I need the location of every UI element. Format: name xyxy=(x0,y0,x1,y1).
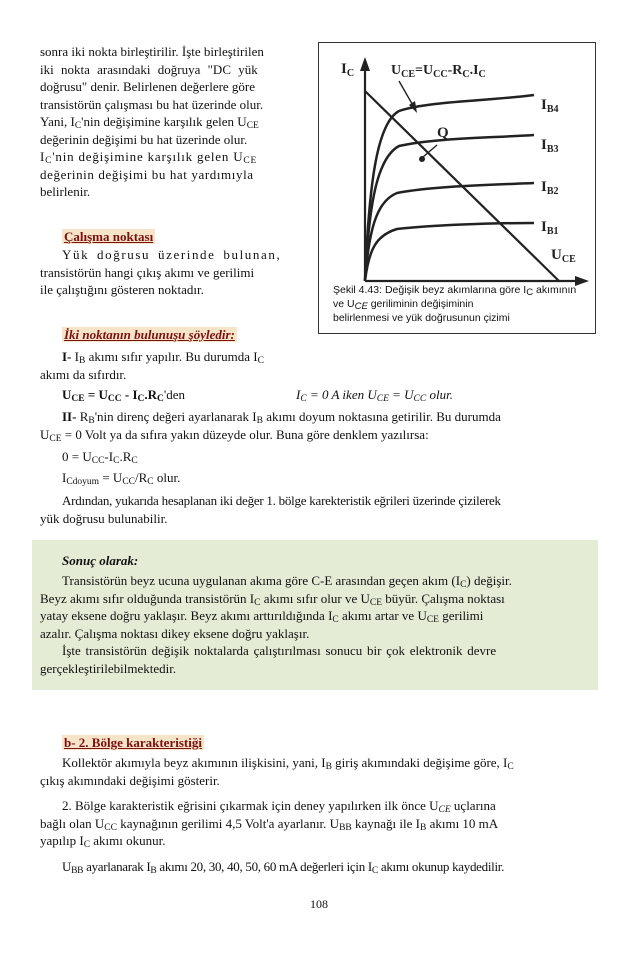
line: değerinin değişimi bu hat yardımıyla xyxy=(40,166,254,182)
text: = U xyxy=(84,387,108,402)
text: olur. xyxy=(153,470,181,485)
text: geriliminin değişiminin xyxy=(367,298,474,310)
text: -I xyxy=(104,449,114,464)
text: I xyxy=(296,387,301,402)
calisma-heading xyxy=(62,228,155,246)
sub: C xyxy=(131,456,138,466)
line xyxy=(40,797,598,815)
step-one xyxy=(40,348,310,383)
sub: B2 xyxy=(546,186,559,197)
sub: C xyxy=(137,394,145,404)
text: I xyxy=(71,349,79,364)
text: kaynağı ile I xyxy=(351,815,420,831)
text: giriş akımındaki değişime göre, I xyxy=(331,755,508,770)
equation-4 xyxy=(62,469,180,487)
sub: CE xyxy=(49,433,62,444)
sub: B xyxy=(325,762,332,772)
text: 2. Bölge karakteristik eğrisini çıkarmak için deney yapılırken ilk önce U xyxy=(62,798,439,813)
page-number: 108 xyxy=(310,897,328,911)
text: R xyxy=(76,409,89,424)
ic-axis-label xyxy=(341,61,354,78)
text: = 0 A iken U xyxy=(306,387,377,402)
sub: C xyxy=(157,394,164,404)
text: I xyxy=(341,61,347,77)
sub: C xyxy=(300,394,307,404)
line: belirlenir. xyxy=(40,184,91,199)
line: doğrusu" denir. Belirlenen değerlere göre xyxy=(40,79,256,94)
line xyxy=(40,348,310,366)
text: gerilimi xyxy=(438,608,484,623)
sub: CC xyxy=(91,456,105,466)
text: =U xyxy=(415,63,434,78)
label: I- xyxy=(62,349,72,364)
sub: CC xyxy=(122,477,135,487)
heading-text: İki noktanın bulunuşu şöyledir: xyxy=(64,327,235,342)
sub: Cdoyum xyxy=(66,477,100,487)
sub: B1 xyxy=(546,226,559,237)
text: 'nin değişimine karşılık gelen U xyxy=(52,149,244,164)
sub: B3 xyxy=(546,144,559,155)
text: I xyxy=(541,179,547,195)
text: akımı 20, 30, 40, 50, 60 mA değerleri için I xyxy=(156,858,372,874)
sub: CE xyxy=(71,394,85,404)
line xyxy=(40,426,598,444)
line xyxy=(40,607,598,625)
sub: B xyxy=(78,356,86,366)
sub: B xyxy=(256,416,263,426)
line xyxy=(40,815,598,833)
text: Transistörün beyz ucuna uygulanan akıma göre C-E arasından geçen akım (I xyxy=(62,573,461,588)
text: 'den xyxy=(163,387,186,402)
line: transistörün hangi çıkış akımı ve gerilimi xyxy=(40,264,255,280)
line: gerçekleştirilebilmektedir. xyxy=(40,660,177,676)
text: .R xyxy=(119,449,132,464)
sub: CC xyxy=(413,394,427,404)
text: bağlı olan U xyxy=(40,815,105,831)
sub: CE xyxy=(376,394,389,404)
sub: CE xyxy=(438,805,451,815)
line xyxy=(40,113,305,131)
sub: C xyxy=(332,615,339,625)
load-line-equation xyxy=(391,63,486,79)
line: Yük doğrusu üzerinde bulunan, xyxy=(62,247,282,262)
q-label: Q xyxy=(437,125,449,141)
figure-caption xyxy=(333,283,588,325)
bolge2-text xyxy=(40,754,598,875)
summary-text xyxy=(40,572,598,677)
sub: CE xyxy=(369,597,382,608)
text: kaynağının gerilimi 4,5 Volt'a ayarlanır. U xyxy=(116,815,340,831)
text: = U xyxy=(99,470,123,485)
text: büyür. Çalışma noktası xyxy=(382,590,505,606)
ib4-label xyxy=(541,97,559,114)
sub: C xyxy=(45,156,53,166)
text: akımı doyum noktasına getirilir. Bu durumda xyxy=(262,409,501,424)
load-line xyxy=(365,91,559,281)
text: U xyxy=(391,63,402,78)
line: transistörün çalışması bu hat üzerinde olur. xyxy=(40,96,264,112)
sub: B4 xyxy=(546,104,559,115)
q-point xyxy=(419,156,425,162)
sub: C xyxy=(254,597,261,608)
sub: C xyxy=(460,580,467,590)
text: .I xyxy=(469,63,479,78)
sub: CE xyxy=(246,121,259,131)
calisma-paragraph xyxy=(40,246,305,299)
sub: CE xyxy=(243,156,258,166)
text: akımının ve U xyxy=(333,284,577,310)
step-two xyxy=(40,408,598,443)
line: ile çalıştığını gösteren noktadır. xyxy=(40,282,204,297)
sub: C xyxy=(113,456,120,466)
text: yatay eksene doğru yaklaşır. Beyz akımı arttırıldığında I xyxy=(40,608,333,623)
summary-heading: Sonuç olarak: xyxy=(62,553,139,568)
text: I xyxy=(541,137,547,153)
line xyxy=(40,572,598,590)
sub: C xyxy=(346,68,355,79)
sub: BB xyxy=(339,822,352,833)
sub: C xyxy=(526,287,534,298)
text: akımı okunup kaydedilir. xyxy=(377,858,505,874)
line xyxy=(40,590,598,608)
text: I xyxy=(40,149,46,164)
equation-2 xyxy=(296,386,453,404)
text: akımı sıfır yapılır. Bu durumda I xyxy=(85,349,258,364)
line: iki nokta arasındaki doğruya "DC yük xyxy=(40,61,258,77)
sub: C xyxy=(257,356,264,366)
text: belirlenmesi ve yük doğrusunun çizimi xyxy=(333,312,510,324)
line: azalır. Çalışma noktası dikey eksene doğru yaklaşır. xyxy=(40,625,310,641)
heading-text: b- 2. Bölge karakteristiği xyxy=(64,735,202,750)
text: akımı artar ve U xyxy=(338,608,427,623)
sub: CE xyxy=(354,301,368,312)
sub: C xyxy=(83,840,91,850)
sub: CC xyxy=(104,822,117,833)
ib1-label xyxy=(541,219,559,236)
ib3-label xyxy=(541,137,559,154)
text: = 0 Volt ya da sıfıra yakın düzeyde olur. Buna göre denklem yazılırsa: xyxy=(61,426,429,442)
curve-ib3 xyxy=(365,135,534,281)
line xyxy=(40,832,598,850)
text: I xyxy=(541,219,547,235)
y-axis-arrow xyxy=(360,57,370,71)
bolge2-heading xyxy=(62,734,204,752)
text: ayarlanarak I xyxy=(83,858,151,874)
line: değerinin değişimi bu hat üzerinde olur. xyxy=(40,131,248,147)
equation-3 xyxy=(62,448,138,466)
sub: C xyxy=(74,121,82,131)
text: I xyxy=(541,97,547,113)
sub: C xyxy=(147,477,154,487)
line: Ardından, yukarıda hesaplanan iki değer 1. bölge karekteristik eğrileri üzerinde çizilerek xyxy=(62,493,501,508)
text: 0 = U xyxy=(62,449,92,464)
sub: C xyxy=(478,69,486,80)
conclusion-paragraph xyxy=(40,492,598,527)
line xyxy=(40,148,305,166)
text: 'nin direnç değeri ayarlanarak I xyxy=(94,409,257,424)
uce-axis-label xyxy=(551,247,576,264)
text: U xyxy=(551,247,562,263)
sub: BB xyxy=(71,865,84,876)
text: U xyxy=(40,426,50,442)
line: sonra iki nokta birleştirilir. İşte birleştirilen xyxy=(40,44,264,59)
text: Şekil 4.43: Değişik beyz akımlarına göre I xyxy=(333,284,527,296)
line: İşte transistörün değişik noktalarda çalıştırılması sonucu bir çok elektronik devre xyxy=(62,643,497,658)
line xyxy=(40,754,598,772)
sub: CC xyxy=(107,394,122,404)
text: yapılıp I xyxy=(40,833,84,848)
text: U xyxy=(62,858,72,874)
text: I xyxy=(62,470,67,485)
sub: B xyxy=(150,865,157,876)
equation-1 xyxy=(62,386,185,404)
line xyxy=(40,858,598,876)
text: -R xyxy=(447,63,463,78)
text: Beyz akımı sıfır olduğunda transistörün I xyxy=(40,590,255,606)
sub: CE xyxy=(401,69,416,80)
line: akımı da sıfırdır. xyxy=(40,366,127,382)
text: /R xyxy=(135,470,148,485)
ib2-label xyxy=(541,179,559,196)
sub: CE xyxy=(561,254,576,265)
sub: CC xyxy=(433,69,448,80)
iki-nokta-heading xyxy=(62,326,237,344)
sub: B xyxy=(419,822,427,833)
text: Kollektör akımıyla beyz akımının ilişkisini, yani, I xyxy=(62,755,326,770)
sub: CE xyxy=(426,615,439,625)
text: akımı sıfır olur ve U xyxy=(260,590,370,606)
text: .R xyxy=(144,387,158,402)
text: akımı 10 mA xyxy=(426,815,499,831)
text: - I xyxy=(121,387,138,402)
line: çıkış akımındaki değişimi gösterir. xyxy=(40,772,220,788)
text: Yani, I xyxy=(40,114,75,129)
sub: C xyxy=(462,69,470,80)
text: ) değişir. xyxy=(466,573,512,588)
heading-text: Çalışma noktası xyxy=(64,229,154,244)
line: yük doğrusu bulunabilir. xyxy=(40,510,168,526)
text: akımı okunur. xyxy=(90,833,166,848)
text: 'nin değişimine karşılık gelen U xyxy=(81,114,247,129)
label: II- xyxy=(62,409,77,424)
text: U xyxy=(62,387,72,402)
text: olur. xyxy=(426,387,453,402)
sub: B xyxy=(88,416,95,426)
sub: C xyxy=(507,762,514,772)
text: uçlarına xyxy=(450,798,496,813)
sub: C xyxy=(371,865,378,876)
intro-paragraph xyxy=(40,43,305,201)
line xyxy=(40,408,598,426)
text: = U xyxy=(388,387,414,402)
